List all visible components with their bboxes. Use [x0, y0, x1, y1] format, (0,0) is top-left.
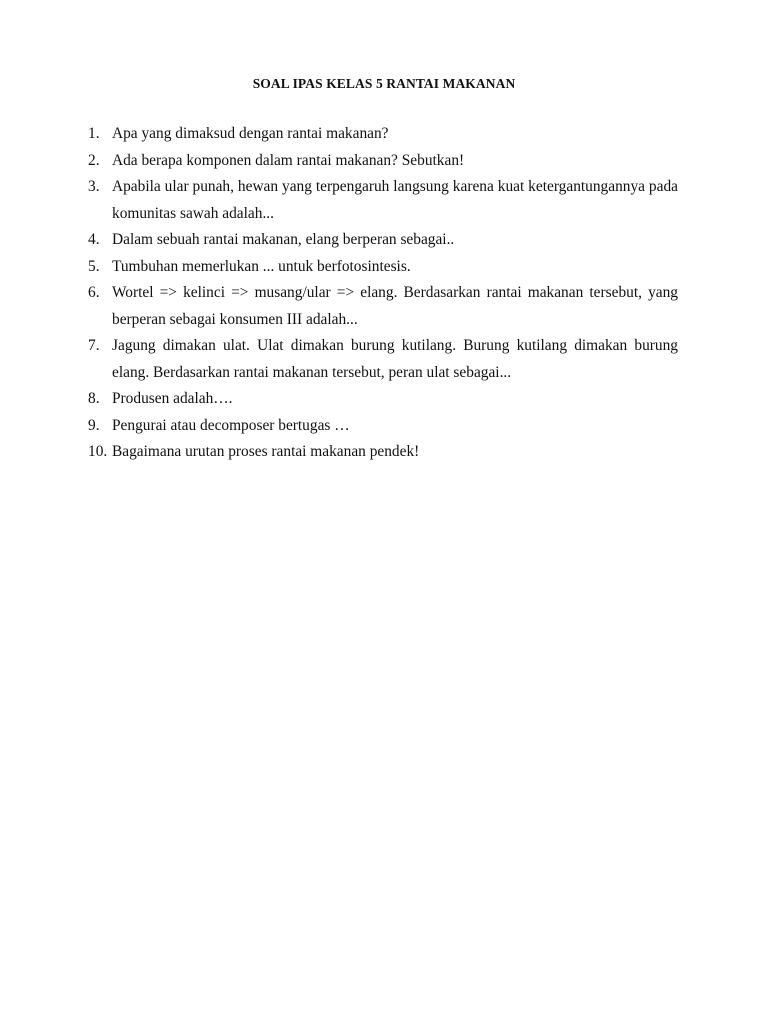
- question-item: [88, 280, 678, 333]
- question-number: 9.: [88, 416, 100, 434]
- question-number: 1.: [88, 125, 100, 142]
- question-number: 2.: [88, 151, 100, 169]
- question-number: 5.: [88, 257, 100, 275]
- question-number: 8.: [88, 390, 100, 407]
- question-item: [88, 439, 678, 466]
- question-item: [88, 174, 678, 227]
- question-number: 10.: [88, 443, 108, 460]
- question-text: Pengurai atau decomposer bertugas …: [112, 416, 350, 434]
- question-item: [88, 333, 678, 386]
- question-text: Apabila ular punah, hewan yang terpengaruh langsung karena kuat ketergantungannya pada komunitas sawah adalah...: [112, 178, 678, 222]
- question-number: 4.: [88, 231, 100, 248]
- question-text: Apa yang dimaksud dengan rantai makanan?: [112, 125, 389, 142]
- question-item: [88, 254, 678, 281]
- question-text: Wortel => kelinci => musang/ular => elang. Berdasarkan rantai makanan tersebut, yang berperan sebagai konsumen III adalah...: [112, 284, 678, 328]
- document-title: SOAL IPAS KELAS 5 RANTAI MAKANAN: [252, 76, 516, 91]
- question-text: Bagaimana urutan proses rantai makanan pendek!: [112, 443, 420, 460]
- question-text: Dalam sebuah rantai makanan, elang berperan sebagai..: [112, 231, 455, 248]
- question-item: [88, 121, 678, 148]
- question-number: 3.: [88, 178, 100, 195]
- question-number: 7.: [88, 337, 100, 354]
- question-number: 6.: [88, 284, 100, 301]
- question-item: [88, 386, 678, 413]
- question-item: [88, 227, 678, 254]
- question-item: [88, 148, 678, 175]
- question-text: Produsen adalah….: [112, 390, 233, 407]
- question-list: [88, 121, 678, 466]
- question-text: Tumbuhan memerlukan ... untuk berfotosintesis.: [112, 257, 411, 275]
- question-text: Ada berapa komponen dalam rantai makanan? Sebutkan!: [112, 151, 465, 169]
- question-item: [88, 413, 678, 440]
- question-text: Jagung dimakan ulat. Ulat dimakan burung kutilang. Burung kutilang dimakan burung elang. Berdasarkan rantai makanan tersebut, peran ulat sebagai...: [112, 337, 678, 381]
